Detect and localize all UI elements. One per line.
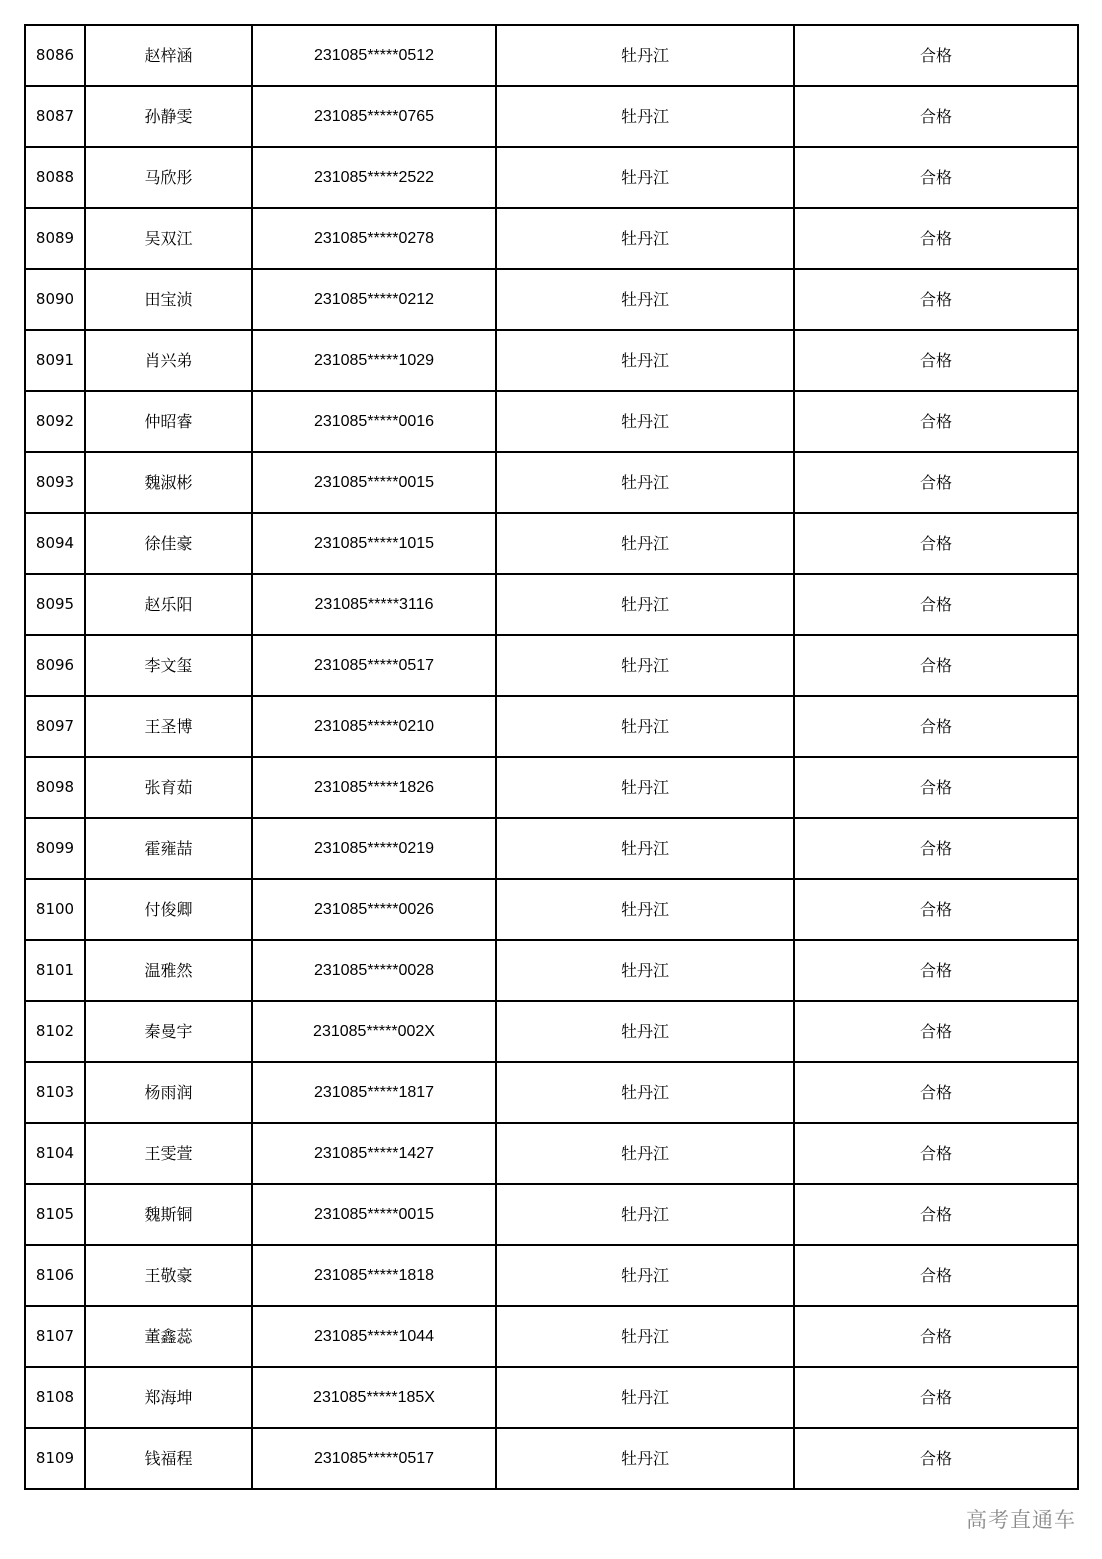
cell-candidate-name: 张育茹 — [85, 757, 252, 818]
cell-id-number: 231085*****1817 — [252, 1062, 496, 1123]
cell-candidate-name: 李文玺 — [85, 635, 252, 696]
cell-seq-number: 8098 — [25, 757, 85, 818]
cell-city: 牡丹江 — [496, 1367, 794, 1428]
cell-id-number: 231085*****0026 — [252, 879, 496, 940]
cell-result-status: 合格 — [794, 574, 1078, 635]
table-row — [25, 269, 1078, 330]
cell-city: 牡丹江 — [496, 1001, 794, 1062]
cell-city: 牡丹江 — [496, 452, 794, 513]
cell-result-status: 合格 — [794, 635, 1078, 696]
cell-city: 牡丹江 — [496, 1245, 794, 1306]
cell-city: 牡丹江 — [496, 1062, 794, 1123]
cell-candidate-name: 霍雍喆 — [85, 818, 252, 879]
cell-city: 牡丹江 — [496, 25, 794, 86]
cell-candidate-name: 徐佳豪 — [85, 513, 252, 574]
table-row — [25, 940, 1078, 1001]
cell-result-status: 合格 — [794, 147, 1078, 208]
cell-city: 牡丹江 — [496, 1306, 794, 1367]
cell-id-number: 231085*****0015 — [252, 1184, 496, 1245]
cell-candidate-name: 温雅然 — [85, 940, 252, 1001]
cell-candidate-name: 王雯萱 — [85, 1123, 252, 1184]
table-row — [25, 879, 1078, 940]
cell-city: 牡丹江 — [496, 513, 794, 574]
cell-id-number: 231085*****002X — [252, 1001, 496, 1062]
table-row — [25, 635, 1078, 696]
cell-result-status: 合格 — [794, 86, 1078, 147]
cell-id-number: 231085*****0212 — [252, 269, 496, 330]
cell-city: 牡丹江 — [496, 940, 794, 1001]
cell-result-status: 合格 — [794, 1428, 1078, 1489]
cell-result-status: 合格 — [794, 391, 1078, 452]
cell-result-status: 合格 — [794, 1367, 1078, 1428]
cell-result-status: 合格 — [794, 513, 1078, 574]
table-row — [25, 391, 1078, 452]
cell-city: 牡丹江 — [496, 635, 794, 696]
cell-id-number: 231085*****0210 — [252, 696, 496, 757]
table-row — [25, 1001, 1078, 1062]
cell-seq-number: 8094 — [25, 513, 85, 574]
table-row — [25, 25, 1078, 86]
cell-candidate-name: 赵乐阳 — [85, 574, 252, 635]
cell-result-status: 合格 — [794, 330, 1078, 391]
table-row — [25, 696, 1078, 757]
results-table-body — [25, 25, 1078, 1489]
cell-seq-number: 8095 — [25, 574, 85, 635]
table-row — [25, 208, 1078, 269]
cell-id-number: 231085*****0517 — [252, 635, 496, 696]
cell-city: 牡丹江 — [496, 147, 794, 208]
cell-id-number: 231085*****1818 — [252, 1245, 496, 1306]
cell-id-number: 231085*****0219 — [252, 818, 496, 879]
cell-id-number: 231085*****0016 — [252, 391, 496, 452]
cell-candidate-name: 杨雨润 — [85, 1062, 252, 1123]
cell-candidate-name: 钱福程 — [85, 1428, 252, 1489]
cell-seq-number: 8089 — [25, 208, 85, 269]
table-row — [25, 1062, 1078, 1123]
cell-city: 牡丹江 — [496, 696, 794, 757]
cell-id-number: 231085*****0015 — [252, 452, 496, 513]
cell-seq-number: 8086 — [25, 25, 85, 86]
cell-seq-number: 8102 — [25, 1001, 85, 1062]
cell-city: 牡丹江 — [496, 1123, 794, 1184]
cell-result-status: 合格 — [794, 1306, 1078, 1367]
table-row — [25, 1306, 1078, 1367]
watermark-text: 高考直通车 — [966, 1504, 1076, 1534]
cell-city: 牡丹江 — [496, 1184, 794, 1245]
cell-candidate-name: 马欣彤 — [85, 147, 252, 208]
cell-result-status: 合格 — [794, 940, 1078, 1001]
cell-seq-number: 8105 — [25, 1184, 85, 1245]
table-row — [25, 452, 1078, 513]
cell-result-status: 合格 — [794, 757, 1078, 818]
table-row — [25, 1123, 1078, 1184]
cell-id-number: 231085*****0028 — [252, 940, 496, 1001]
cell-seq-number: 8090 — [25, 269, 85, 330]
table-row — [25, 1428, 1078, 1489]
cell-id-number: 231085*****1015 — [252, 513, 496, 574]
cell-seq-number: 8097 — [25, 696, 85, 757]
cell-city: 牡丹江 — [496, 879, 794, 940]
cell-candidate-name: 仲昭睿 — [85, 391, 252, 452]
cell-candidate-name: 王圣博 — [85, 696, 252, 757]
cell-seq-number: 8108 — [25, 1367, 85, 1428]
cell-candidate-name: 郑海坤 — [85, 1367, 252, 1428]
cell-seq-number: 8104 — [25, 1123, 85, 1184]
table-row — [25, 1367, 1078, 1428]
cell-city: 牡丹江 — [496, 208, 794, 269]
cell-result-status: 合格 — [794, 879, 1078, 940]
cell-result-status: 合格 — [794, 208, 1078, 269]
cell-result-status: 合格 — [794, 1062, 1078, 1123]
cell-city: 牡丹江 — [496, 757, 794, 818]
cell-candidate-name: 孙静雯 — [85, 86, 252, 147]
cell-candidate-name: 秦曼宇 — [85, 1001, 252, 1062]
cell-city: 牡丹江 — [496, 1428, 794, 1489]
cell-candidate-name: 魏斯铜 — [85, 1184, 252, 1245]
table-row — [25, 147, 1078, 208]
cell-id-number: 231085*****2522 — [252, 147, 496, 208]
cell-seq-number: 8109 — [25, 1428, 85, 1489]
cell-candidate-name: 吴双江 — [85, 208, 252, 269]
cell-candidate-name: 肖兴弟 — [85, 330, 252, 391]
cell-candidate-name: 王敬豪 — [85, 1245, 252, 1306]
table-row — [25, 513, 1078, 574]
cell-id-number: 231085*****3116 — [252, 574, 496, 635]
cell-result-status: 合格 — [794, 25, 1078, 86]
cell-id-number: 231085*****0765 — [252, 86, 496, 147]
cell-seq-number: 8100 — [25, 879, 85, 940]
cell-city: 牡丹江 — [496, 818, 794, 879]
cell-seq-number: 8091 — [25, 330, 85, 391]
cell-result-status: 合格 — [794, 1245, 1078, 1306]
cell-seq-number: 8103 — [25, 1062, 85, 1123]
cell-seq-number: 8093 — [25, 452, 85, 513]
cell-seq-number: 8107 — [25, 1306, 85, 1367]
cell-id-number: 231085*****1044 — [252, 1306, 496, 1367]
cell-candidate-name: 付俊卿 — [85, 879, 252, 940]
cell-city: 牡丹江 — [496, 86, 794, 147]
table-row — [25, 330, 1078, 391]
cell-candidate-name: 田宝浈 — [85, 269, 252, 330]
cell-id-number: 231085*****1427 — [252, 1123, 496, 1184]
cell-seq-number: 8087 — [25, 86, 85, 147]
cell-result-status: 合格 — [794, 696, 1078, 757]
cell-seq-number: 8101 — [25, 940, 85, 1001]
cell-seq-number: 8099 — [25, 818, 85, 879]
cell-candidate-name: 赵梓涵 — [85, 25, 252, 86]
cell-result-status: 合格 — [794, 452, 1078, 513]
table-row — [25, 1245, 1078, 1306]
cell-result-status: 合格 — [794, 818, 1078, 879]
cell-candidate-name: 魏淑彬 — [85, 452, 252, 513]
cell-seq-number: 8096 — [25, 635, 85, 696]
cell-city: 牡丹江 — [496, 574, 794, 635]
cell-result-status: 合格 — [794, 1123, 1078, 1184]
table-row — [25, 757, 1078, 818]
cell-id-number: 231085*****1826 — [252, 757, 496, 818]
cell-id-number: 231085*****1029 — [252, 330, 496, 391]
cell-city: 牡丹江 — [496, 391, 794, 452]
table-row — [25, 86, 1078, 147]
cell-seq-number: 8106 — [25, 1245, 85, 1306]
cell-id-number: 231085*****0278 — [252, 208, 496, 269]
cell-id-number: 231085*****0517 — [252, 1428, 496, 1489]
cell-city: 牡丹江 — [496, 330, 794, 391]
cell-result-status: 合格 — [794, 1001, 1078, 1062]
results-table — [24, 24, 1079, 1490]
table-row — [25, 1184, 1078, 1245]
table-row — [25, 574, 1078, 635]
cell-id-number: 231085*****185X — [252, 1367, 496, 1428]
cell-candidate-name: 董鑫蕊 — [85, 1306, 252, 1367]
table-row — [25, 818, 1078, 879]
cell-seq-number: 8092 — [25, 391, 85, 452]
cell-seq-number: 8088 — [25, 147, 85, 208]
cell-result-status: 合格 — [794, 1184, 1078, 1245]
cell-id-number: 231085*****0512 — [252, 25, 496, 86]
cell-result-status: 合格 — [794, 269, 1078, 330]
cell-city: 牡丹江 — [496, 269, 794, 330]
